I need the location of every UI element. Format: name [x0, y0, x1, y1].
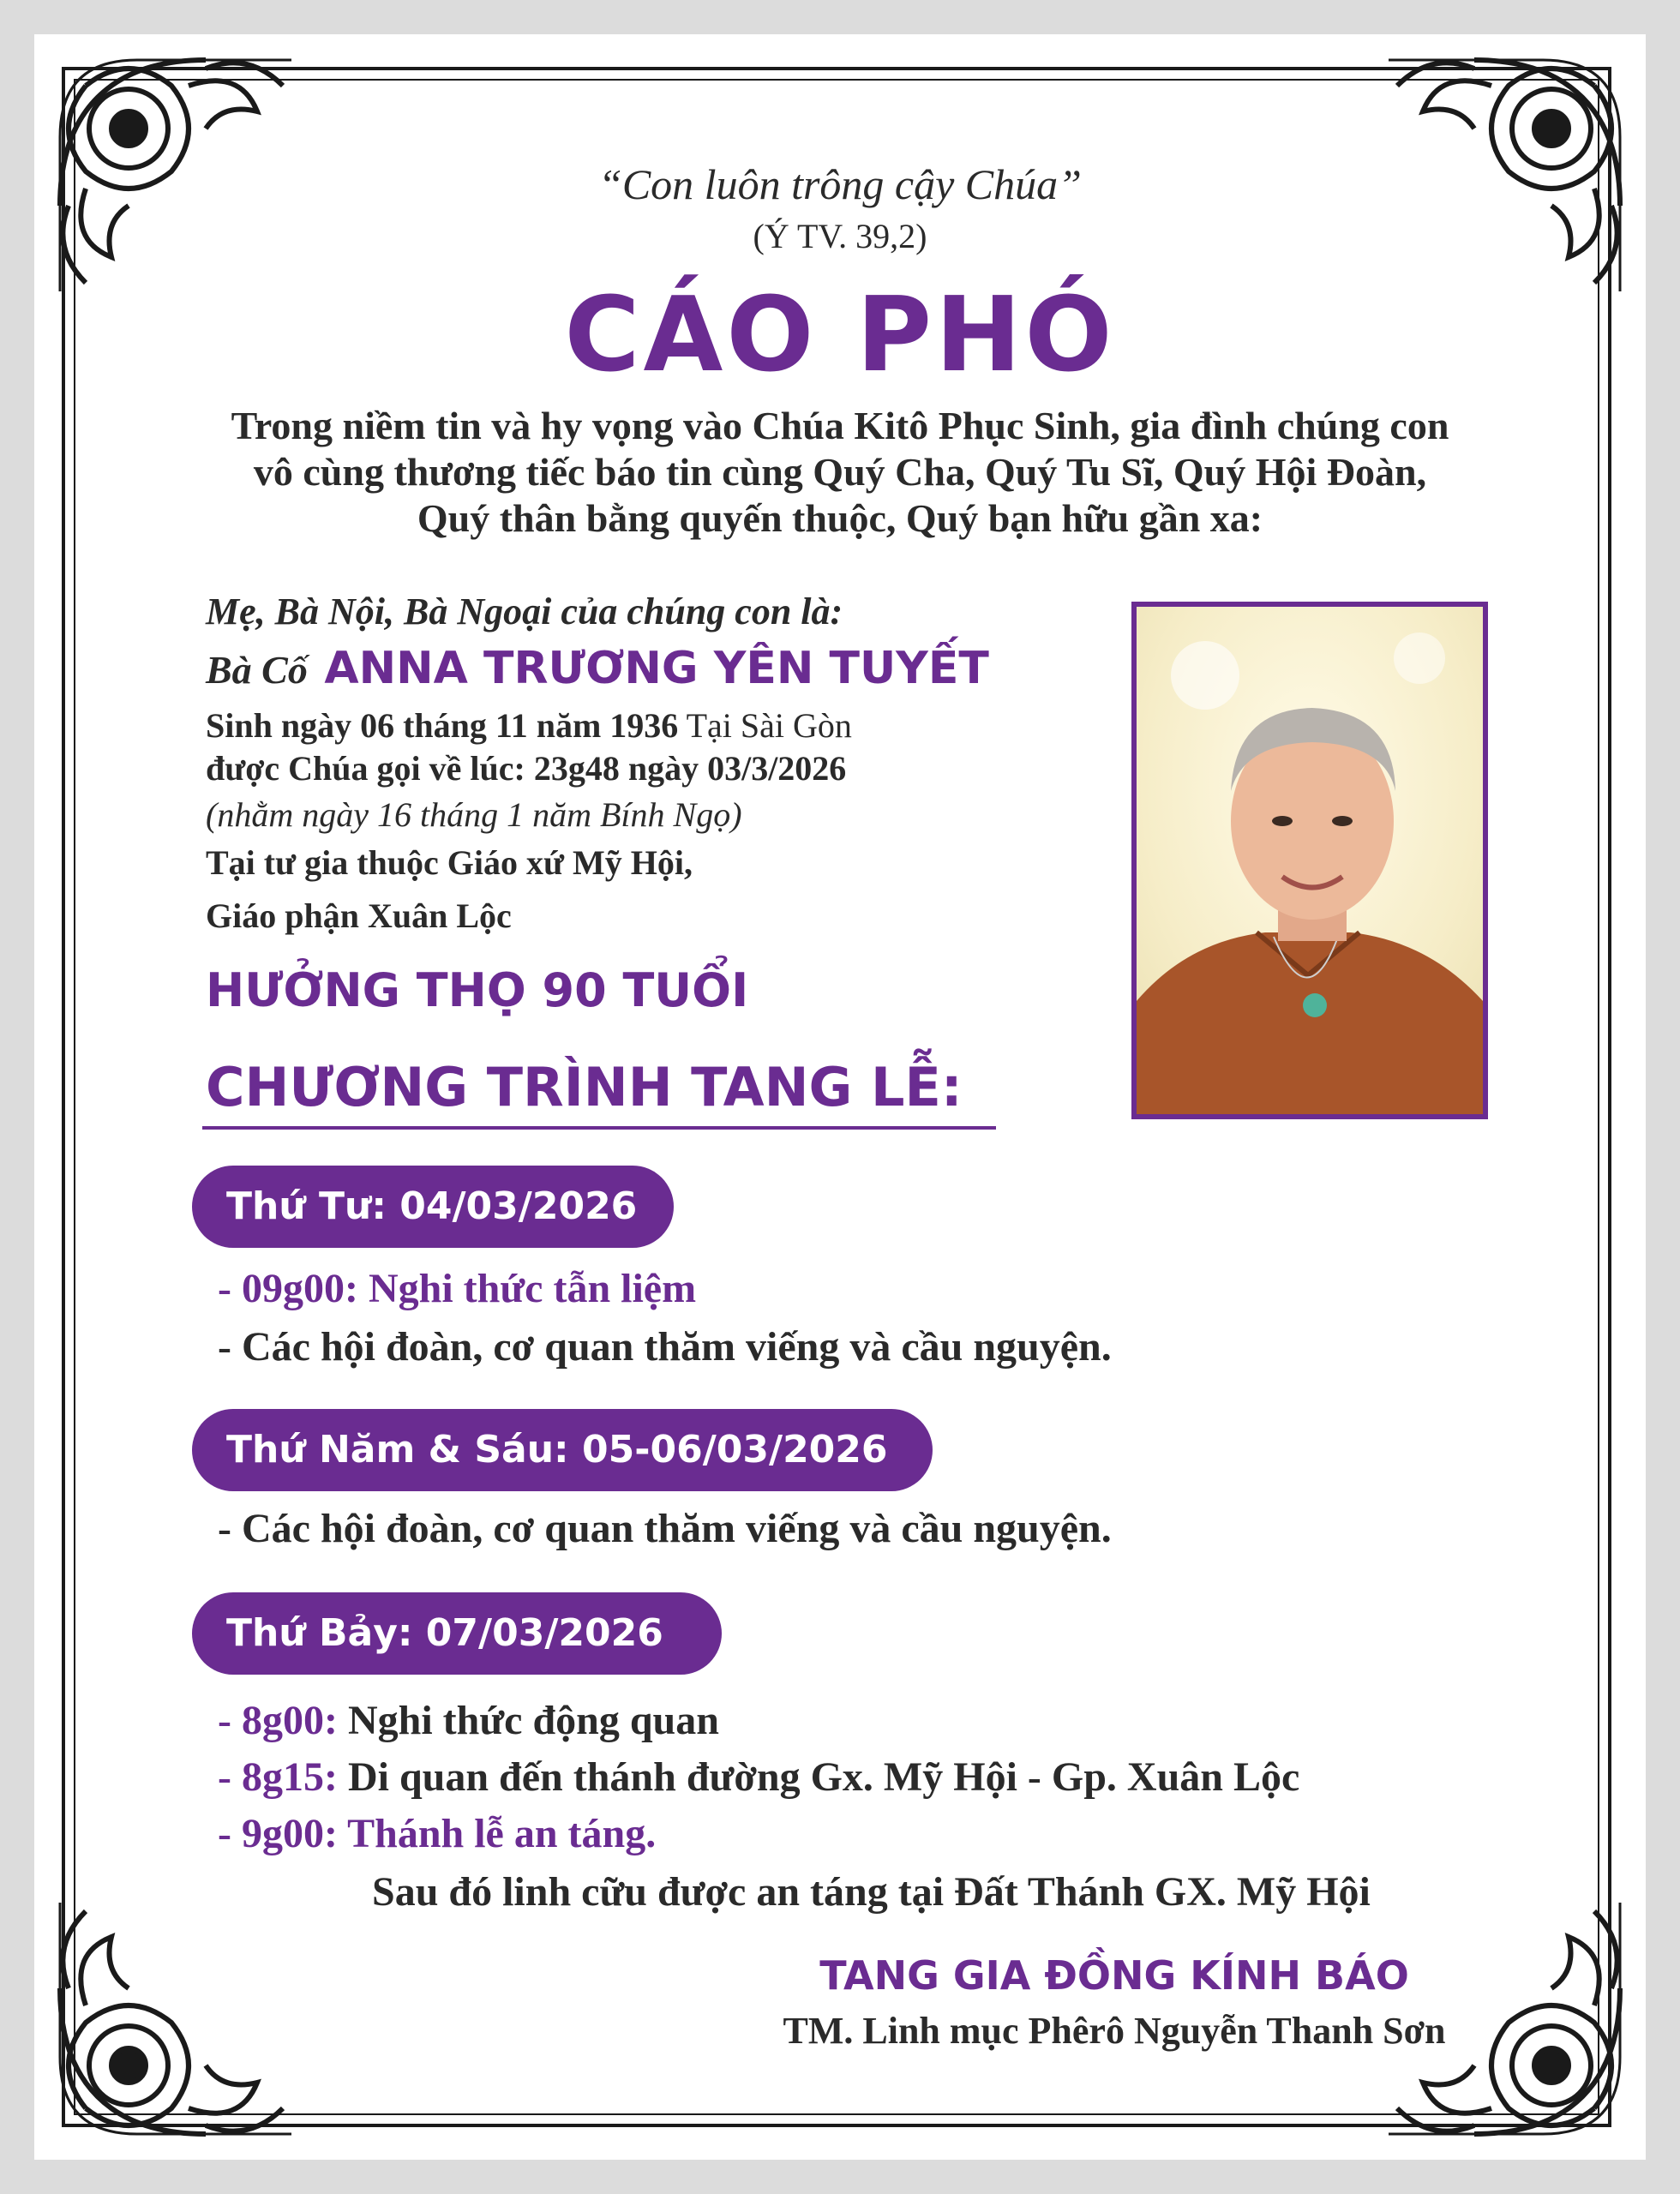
place-line-1: Tại tư gia thuộc Giáo xứ Mỹ Hội, [206, 843, 693, 882]
deceased-name: ANNA TRƯƠNG YÊN TUYẾT [324, 643, 989, 694]
relation-line: Mẹ, Bà Nội, Bà Ngoại của chúng con là: [206, 590, 843, 632]
page-title: CÁO PHÓ [564, 276, 1116, 395]
schedule-time: - 9g00: [218, 1811, 338, 1856]
schedule-item [372, 1868, 1371, 1915]
ornament-corner-bottom-left [34, 1868, 326, 2160]
schedule-item [218, 1753, 1299, 1801]
place-line-2: Giáo phận Xuân Lộc [206, 896, 512, 935]
schedule-item [218, 1265, 696, 1312]
schedule-text: Nghi thức động quan [347, 1698, 719, 1743]
intro-line: Trong niềm tin và hy vọng vào Chúa Kitô Phục Sinh, gia đình chúng con [231, 404, 1449, 447]
name-prefix: Bà Cố [206, 648, 308, 692]
schedule-time: - 8g15: [218, 1754, 338, 1800]
program-title: CHƯƠNG TRÌNH TANG LỄ: [206, 1056, 963, 1118]
schedule-item [218, 1505, 1112, 1552]
age-line: HƯỞNG THỌ 90 TUỔI [206, 963, 749, 1017]
schedule-item [218, 1810, 656, 1857]
schedule-text: - Các hội đoàn, cơ quan thăm viếng và cầu nguyện. [218, 1324, 1112, 1370]
intro-line: Quý thân bằng quyến thuộc, Quý bạn hữu gần xa: [417, 496, 1263, 540]
signer-name: TM. Linh mục Phêrô Nguyễn Thanh Sơn [783, 2010, 1446, 2052]
schedule-text: - Các hội đoàn, cơ quan thăm viếng và cầu nguyện. [218, 1506, 1112, 1551]
program-title-underline [202, 1126, 996, 1130]
schedule-time: - 09g00: [218, 1266, 358, 1311]
schedule-text: Sau đó linh cữu được an táng tại Đất Thánh GX. Mỹ Hội [372, 1869, 1371, 1915]
day-badge-saturday: Thứ Bảy: 07/03/2026 [192, 1592, 722, 1675]
schedule-text: Di quan đến thánh đường Gx. Mỹ Hội - Gp. Xuân Lộc [347, 1754, 1300, 1800]
schedule-text: Thánh lễ an táng. [347, 1811, 657, 1856]
verse-reference: (Ý TV. 39,2) [753, 217, 927, 255]
death-line: được Chúa gọi về lúc: 23g48 ngày 03/3/2026 [206, 749, 847, 788]
birth-line [206, 704, 852, 747]
day-badge-wednesday: Thứ Tư: 04/03/2026 [192, 1166, 674, 1248]
intro-line: vô cùng thương tiếc báo tin cùng Quý Cha, Quý Tu Sĩ, Quý Hội Đoàn, [253, 450, 1427, 494]
portrait-photo [1131, 602, 1488, 1119]
intro-paragraph [0, 403, 1680, 542]
birth-date: Sinh ngày 06 tháng 11 năm 1936 [206, 706, 679, 745]
schedule-text: Nghi thức tẫn liệm [368, 1266, 697, 1311]
schedule-item [218, 1323, 1112, 1370]
birth-place: Tại Sài Gòn [686, 706, 852, 745]
bible-verse: “Con luôn trông cậy Chúa” [598, 160, 1082, 208]
family-signoff: TANG GIA ĐỒNG KÍNH BÁO [819, 1952, 1409, 1999]
schedule-item [218, 1697, 719, 1744]
deceased-name-line [206, 643, 989, 694]
day-badge-thursday-friday: Thứ Năm & Sáu: 05-06/03/2026 [192, 1409, 933, 1491]
lunar-date: (nhằm ngày 16 tháng 1 năm Bính Ngọ) [206, 795, 742, 834]
schedule-time: - 8g00: [218, 1698, 338, 1743]
